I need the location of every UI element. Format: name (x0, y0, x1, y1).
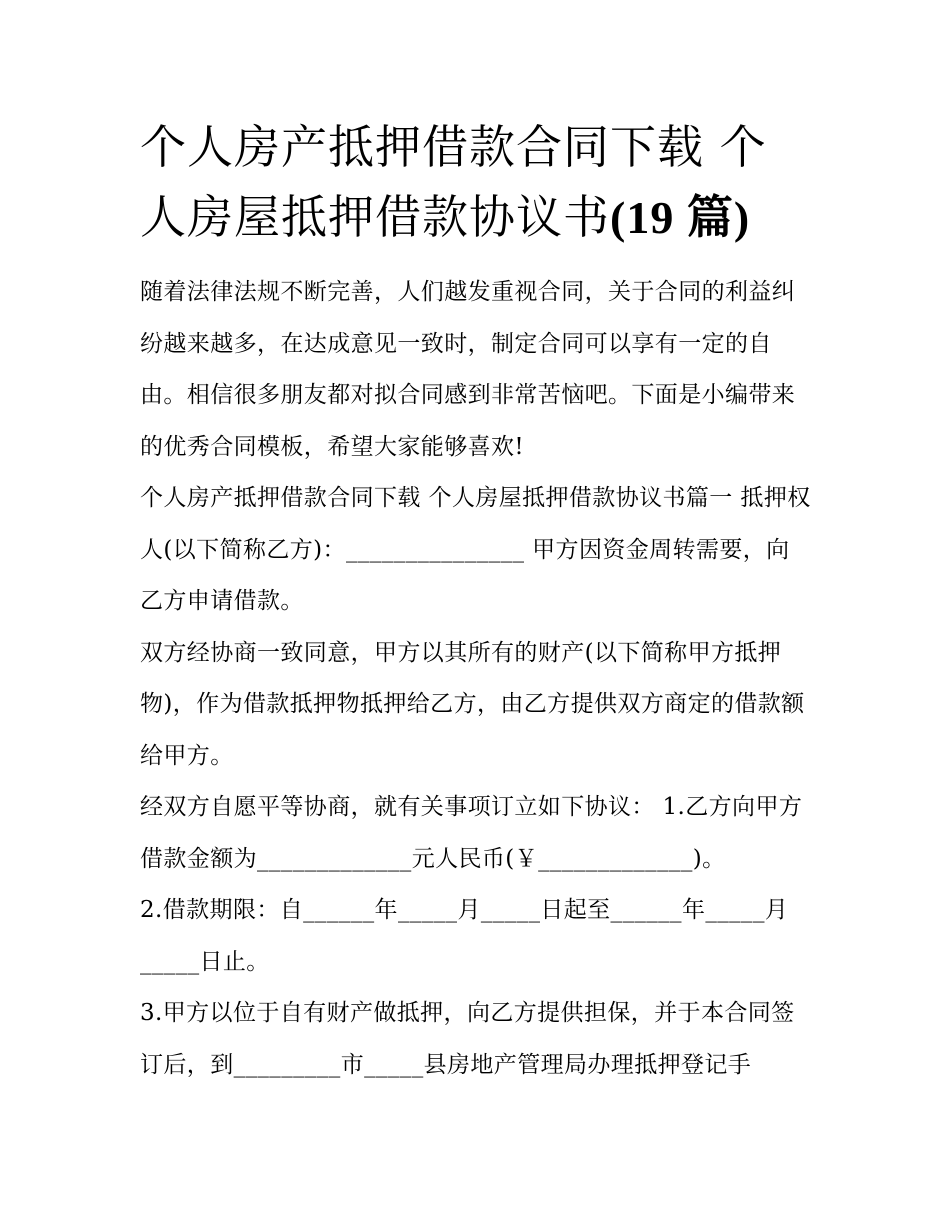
paragraph-clause-3: 3.甲方以位于自有财产做抵押，向乙方提供担保，并于本合同签订后，到_________市_____县房地产管理局办理抵押登记手 (140, 1000, 795, 1078)
document-title-main: 个人房产抵押借款合同下载 个人房屋抵押借款协议书 (140, 120, 767, 244)
document-body (140, 112, 812, 1091)
paragraph-clause-1: 经双方自愿平等协商，就有关事项订立如下协议： 1.乙方向甲方借款金额为_____________元人民币(￥_____________)。 (140, 794, 803, 872)
paragraph-agreement: 双方经协商一致同意，甲方以其所有的财产(以下简称甲方抵押物)，作为借款抵押物抵押给乙方，由乙方提供双方商定的借款额给甲方。 (140, 639, 805, 769)
paragraph-clause-2: 2.借款期限：自______年_____月_____日起至______年_____月_____日止。 (140, 897, 789, 975)
document-title (140, 112, 812, 253)
document-title-count: (19 篇) (610, 192, 751, 243)
paragraph-section-one: 个人房产抵押借款合同下载 个人房屋抵押借款协议书篇一 抵押权人(以下简称乙方)：_______________ 甲方因资金周转需要，向乙方申请借款。 (140, 485, 811, 614)
paragraph-intro: 随着法律法规不断完善，人们越发重视合同，关于合同的利益纠纷越来越多，在达成意见一致时，制定合同可以享有一定的自由。相信很多朋友都对拟合同感到非常苦恼吧。下面是小编带来的优秀合同模板，希望大家能够喜欢! (140, 279, 796, 460)
